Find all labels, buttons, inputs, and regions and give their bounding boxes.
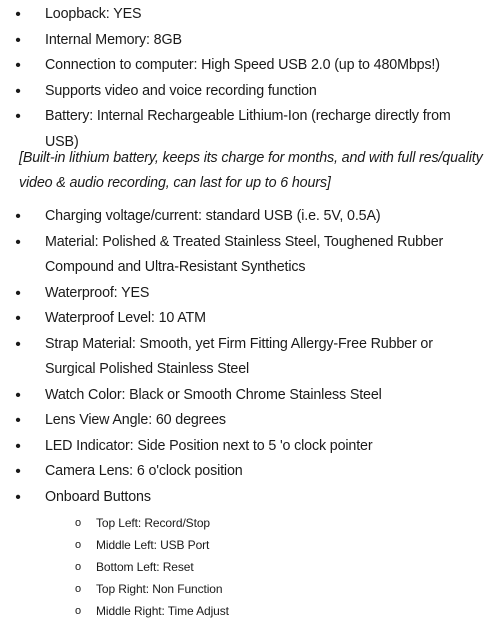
button-item-middle-right — [45, 600, 486, 620]
spec-text: Charging voltage/current: standard USB (i.e. 5V, 0.5A) — [45, 208, 381, 224]
spec-text: LED Indicator: Side Position next to 5 'o clock pointer — [45, 437, 373, 454]
battery-note: [Built-in lithium battery, keeps its charge for months, and with full res/quality video & audio recording, can last for up to 6 hours] — [19, 150, 483, 191]
spec-text: Supports video and voice recording function — [45, 82, 317, 99]
bullet-icon: • — [15, 335, 21, 353]
spec-item-connection — [0, 53, 500, 79]
spec-item-lens-angle — [0, 408, 500, 434]
spec-text: Waterproof: YES — [45, 284, 150, 301]
bullet-icon: • — [15, 310, 21, 327]
bullet-icon: • — [15, 233, 21, 251]
spec-item-recording — [0, 79, 500, 105]
spec-item-waterproof-level — [0, 306, 500, 332]
bullet-icon: • — [15, 6, 21, 23]
button-text: Middle Right: Time Adjust — [96, 604, 229, 618]
spec-text: Camera Lens: 6 o'clock position — [45, 463, 243, 479]
spec-text: Waterproof Level: 10 ATM — [45, 310, 206, 326]
spec-item-charging — [0, 204, 500, 230]
bullet-icon: • — [15, 208, 21, 225]
bullet-icon: • — [15, 386, 21, 404]
bullet-icon: • — [15, 463, 21, 480]
bullet-icon: • — [15, 284, 21, 302]
bullet-icon: • — [15, 57, 21, 74]
bullet-icon: • — [15, 437, 21, 455]
spec-text: Internal Memory: 8GB — [45, 31, 182, 48]
spec-text: Material: Polished & Treated Stainless Steel, Toughened Rubber Compound and Ultra-Resistant Synthetics — [45, 233, 444, 275]
spec-item-strap-material — [0, 332, 500, 383]
bullet-icon: • — [15, 82, 21, 100]
sub-bullet-icon: o — [75, 605, 82, 617]
onboard-buttons-list — [45, 512, 486, 620]
spec-text: Strap Material: Smooth, yet Firm Fitting Allergy-Free Rubber or Surgical Polished Stainless Steel — [45, 335, 433, 377]
button-text: Middle Left: USB Port — [96, 538, 210, 552]
button-text: Top Left: Record/Stop — [96, 516, 210, 530]
spec-text: Connection to computer: High Speed USB 2.0 (up to 480Mbps!) — [45, 57, 440, 73]
sub-bullet-icon: o — [75, 539, 82, 551]
spec-item-camera-lens — [0, 459, 500, 485]
button-text: Top Right: Non Function — [96, 582, 223, 596]
spec-item-onboard-buttons — [0, 485, 500, 620]
bullet-icon: • — [15, 108, 21, 125]
button-item-bottom-left — [45, 556, 486, 578]
spec-list-top — [0, 2, 500, 155]
spec-text: Watch Color: Black or Smooth Chrome Stainless Steel — [45, 386, 382, 403]
spec-text: Lens View Angle: 60 degrees — [45, 412, 226, 428]
sub-bullet-icon: o — [75, 583, 82, 595]
button-text: Bottom Left: Reset — [96, 560, 194, 574]
button-item-middle-left — [45, 534, 486, 556]
spec-text: Onboard Buttons — [45, 488, 151, 505]
spec-item-waterproof — [0, 281, 500, 307]
button-item-top-right — [45, 578, 486, 600]
spec-text: Battery: Internal Rechargeable Lithium-Ion (recharge directly from USB) — [45, 108, 451, 150]
spec-text: Loopback: YES — [45, 6, 142, 22]
spec-list-bottom — [0, 204, 500, 620]
spec-item-material — [0, 230, 500, 281]
bullet-icon: • — [15, 412, 21, 429]
spec-item-led-indicator — [0, 434, 500, 460]
spec-item-loopback — [0, 2, 500, 28]
spec-item-watch-color — [0, 383, 500, 409]
spec-item-internal-memory — [0, 28, 500, 54]
sub-bullet-icon: o — [75, 517, 82, 529]
button-item-top-left — [45, 512, 486, 534]
bullet-icon: • — [15, 31, 21, 49]
bullet-icon: • — [15, 488, 21, 506]
sub-bullet-icon: o — [75, 561, 82, 573]
